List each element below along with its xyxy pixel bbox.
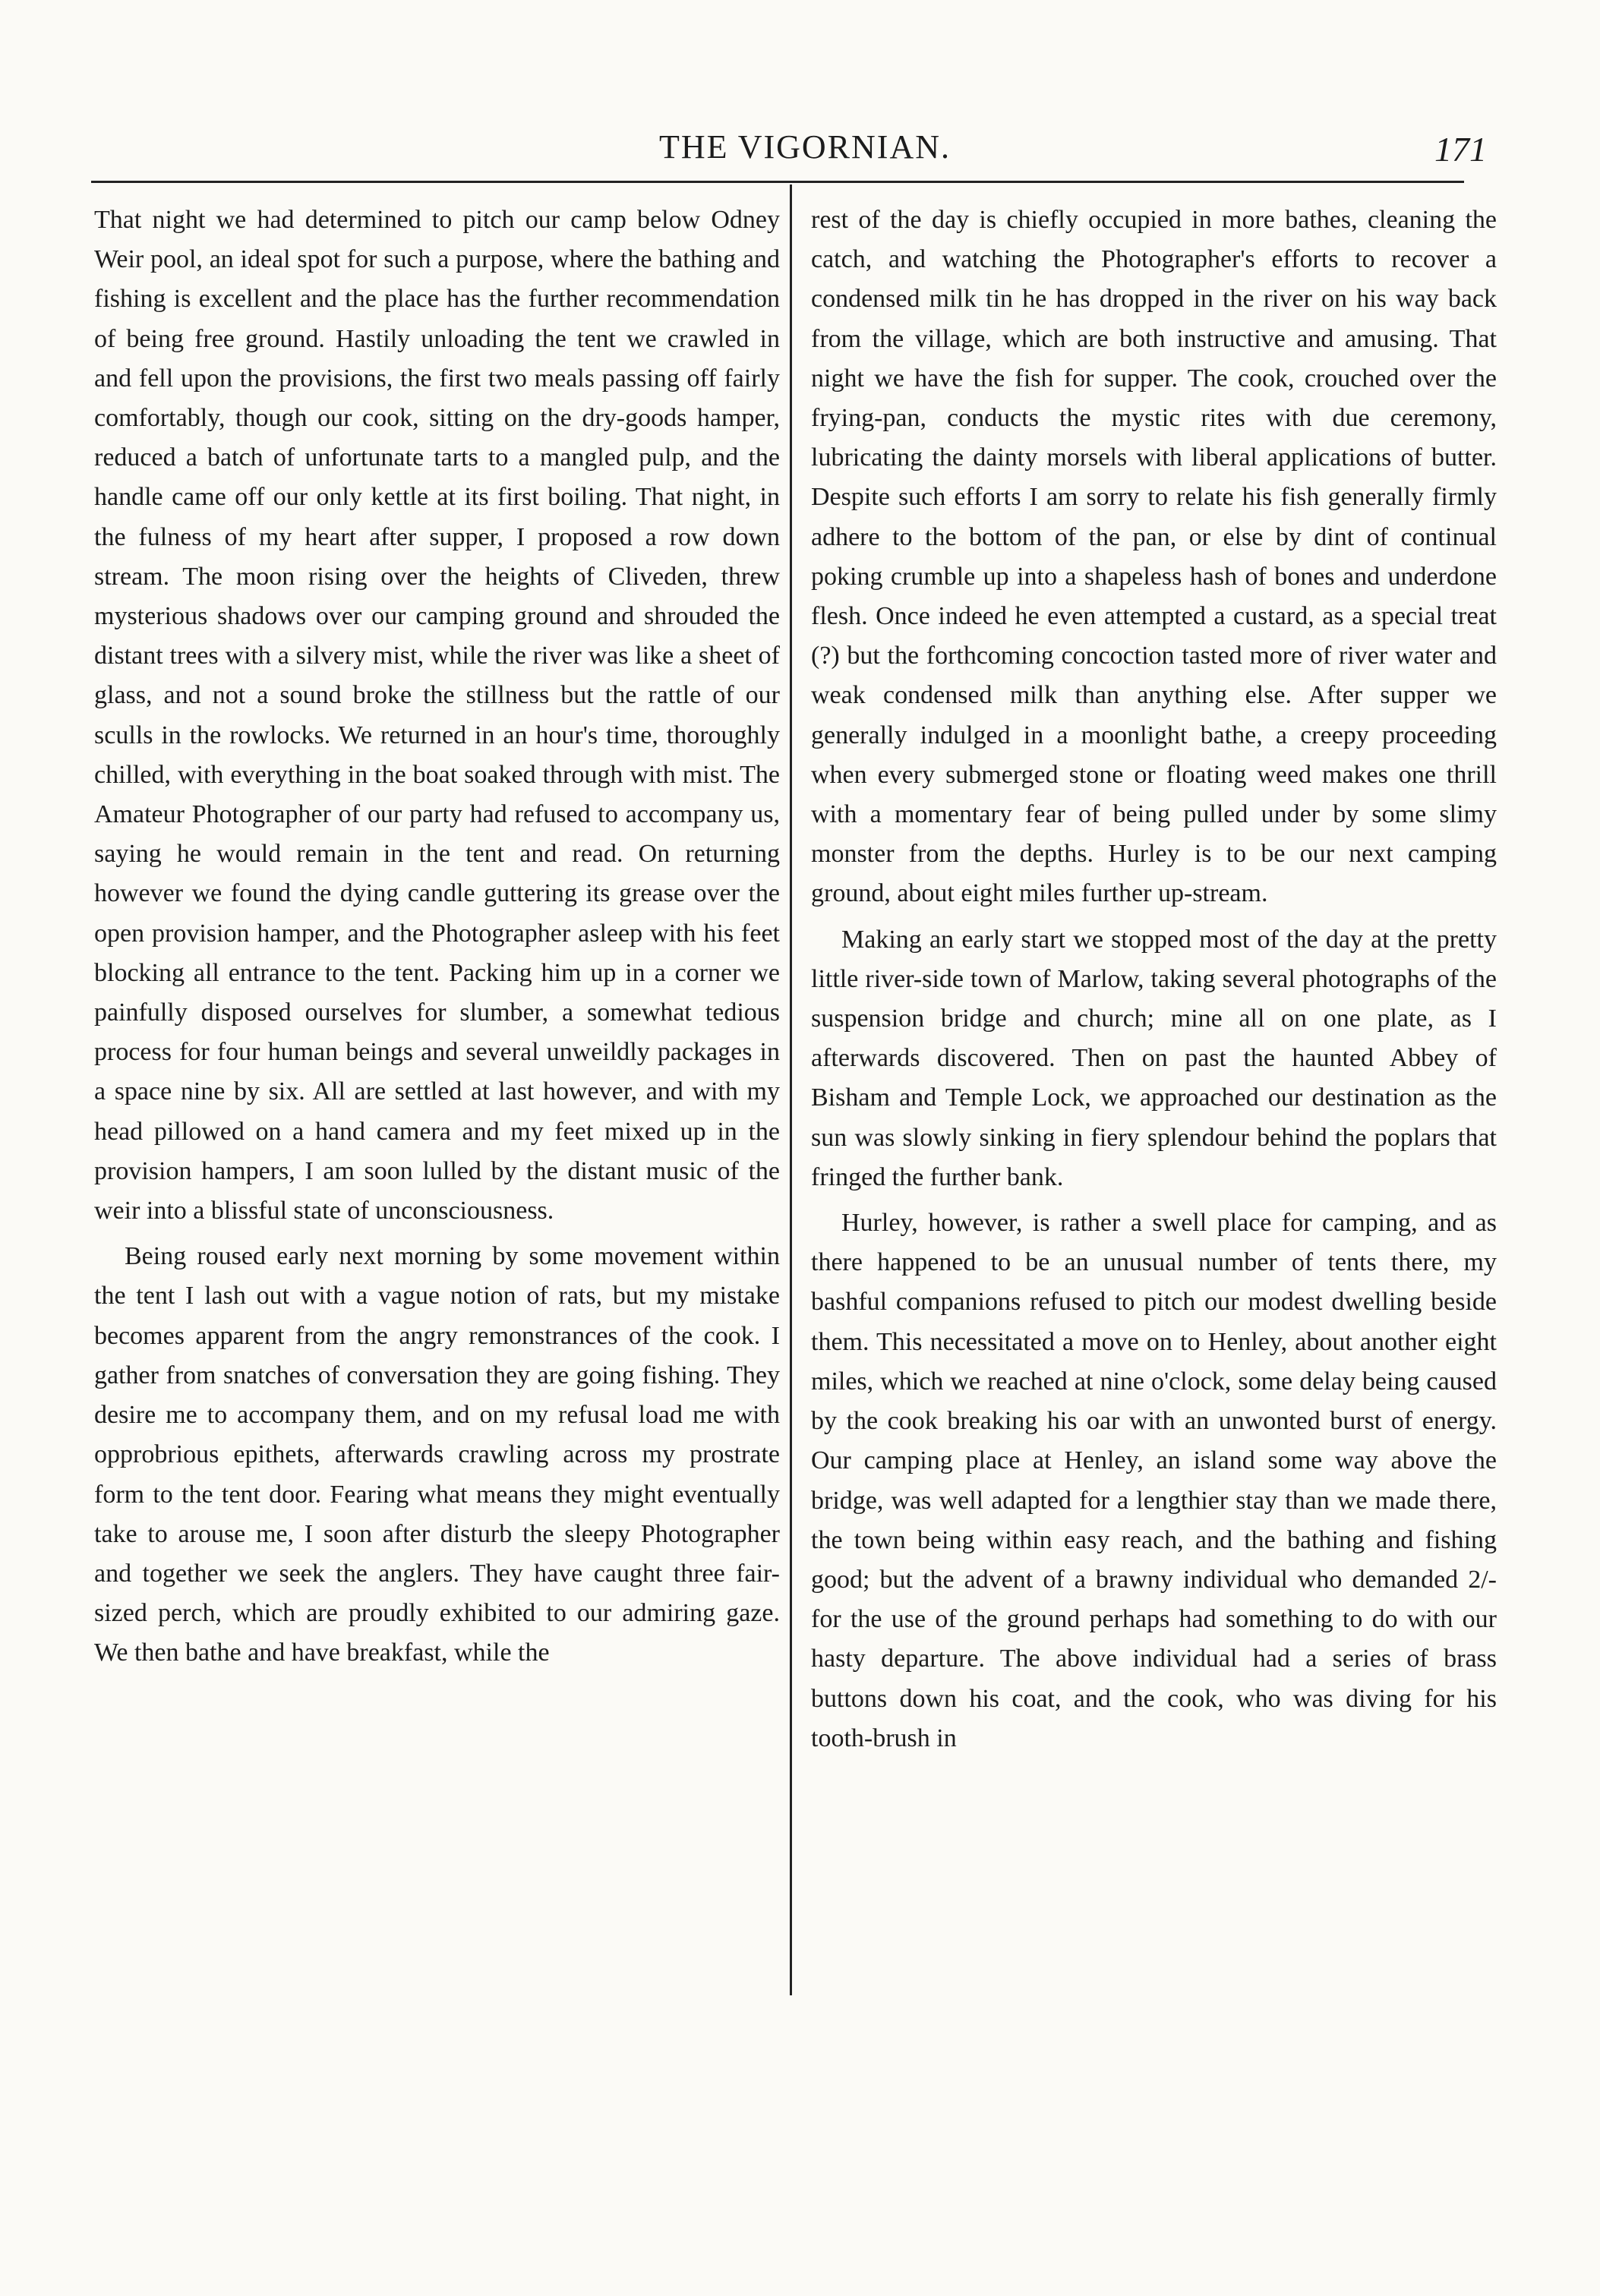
left-column [94, 200, 780, 1673]
paragraph: Being roused early next morning by some movement within the tent I lash out with a vague notion of rats, but my mistake becomes apparent from the angry remonstrances of the cook. I gather from snatches of conversation they are going fishing. They desire me to accompany them, and on my refusal load me with opprobrious epithets, afterwards crawling across my prostrate form to the tent door. Fearing what means they might eventually take to arouse me, I soon after disturb the sleepy Photographer and together we seek the anglers. They have caught three fair-sized perch, which are proudly exhibited to our admiring gaze. We then bathe and have breakfast, while the [94, 1242, 780, 1667]
column-divider [790, 184, 792, 1995]
paragraph: rest of the day is chiefly occupied in more bathes, cleaning the catch, and watching the Photographer's efforts to recover a condensed milk tin he has dropped in the river on his way back from the village, which are both instructive and amusing. That night we have the fish for supper. The cook, crouched over the frying-pan, conducts the mystic rites with due ceremony, lubricating the dainty morsels with liberal applications of butter. Despite such efforts I am sorry to relate his fish generally firmly adhere to the bottom of the pan, or else by dint of continual poking crumble up into a shapeless hash of bones and underdone flesh. Once indeed he even attempted a custard, as a special treat (?) but the forthcoming concoction tasted more of river water and weak condensed milk than anything else. After supper we generally indulged in a moonlight bathe, a creepy proceeding when every submerged stone or floating weed makes one thrill with a momentary fear of being pulled under by some slimy monster from the depths. Hurley is to be our next camping ground, about eight miles further up-stream. [811, 206, 1497, 908]
page-number: 171 [1434, 130, 1487, 169]
paragraph: Hurley, however, is rather a swell place for camping, and as there happened to be an unusual number of tents there, my bashful companions refused to pitch our modest dwelling beside them. This necessitated a move on to Henley, about another eight miles, which we reached at nine o'clock, some delay being caused by the cook breaking his oar with an unwonted burst of energy. Our camping place at Henley, an island some way above the bridge, was well adapted for a lengthier stay than we made there, the town being within easy reach, and the bathing and fishing good; but the advent of a brawny individual who demanded 2/- for the use of the ground perhaps had something to do with our hasty departure. The above individual had a series of brass buttons down his coat, and the cook, who was diving for his tooth-brush in [811, 1209, 1497, 1752]
paragraph: Making an early start we stopped most of the day at the pretty little river-side town of Marlow, taking several photographs of the suspension bridge and church; mine all on one plate, as I afterwards discovered. Then on past the haunted Abbey of Bisham and Temple Lock, we approached our destination as the sun was slowly sinking in fiery splendour behind the poplars that fringed the further bank. [811, 925, 1497, 1191]
paragraph: That night we had determined to pitch our camp below Odney Weir pool, an ideal spot for such a purpose, where the bathing and fishing is excellent and the place has the further recommendation of being free ground. Hastily unloading the tent we crawled in and fell upon the provisions, the first two meals passing off fairly comfortably, though our cook, sitting on the dry-goods hamper, reduced a batch of unfortunate tarts to a mangled pulp, and the handle came off our only kettle at its first boiling. That night, in the fulness of my heart after supper, I proposed a row down stream. The moon rising over the heights of Cliveden, threw mysterious shadows over our camping ground and shrouded the distant trees with a silvery mist, while the river was like a sheet of glass, and not a sound broke the stillness but the rattle of our sculls in the rowlocks. We returned in an hour's time, thoroughly chilled, with everything in the boat soaked through with mist. The Amateur Photographer of our party had refused to accompany us, saying he would remain in the tent and read. On returning however we found the dying candle guttering its grease over the open provision hamper, and the Photographer asleep with his feet blocking all entrance to the tent. Packing him up in a corner we painfully disposed ourselves for slumber, a somewhat tedious process for four human beings and several unweildly packages in a space nine by six. All are settled at last however, and with my head pillowed on a hand camera and my feet mixed up in the provision hampers, I am soon lulled by the distant music of the weir into a blissful state of unconsciousness. [94, 206, 780, 1225]
right-column [811, 200, 1497, 1758]
running-title: THE VIGORNIAN. [658, 128, 951, 166]
page-header [91, 128, 1519, 173]
header-rule [91, 181, 1464, 183]
